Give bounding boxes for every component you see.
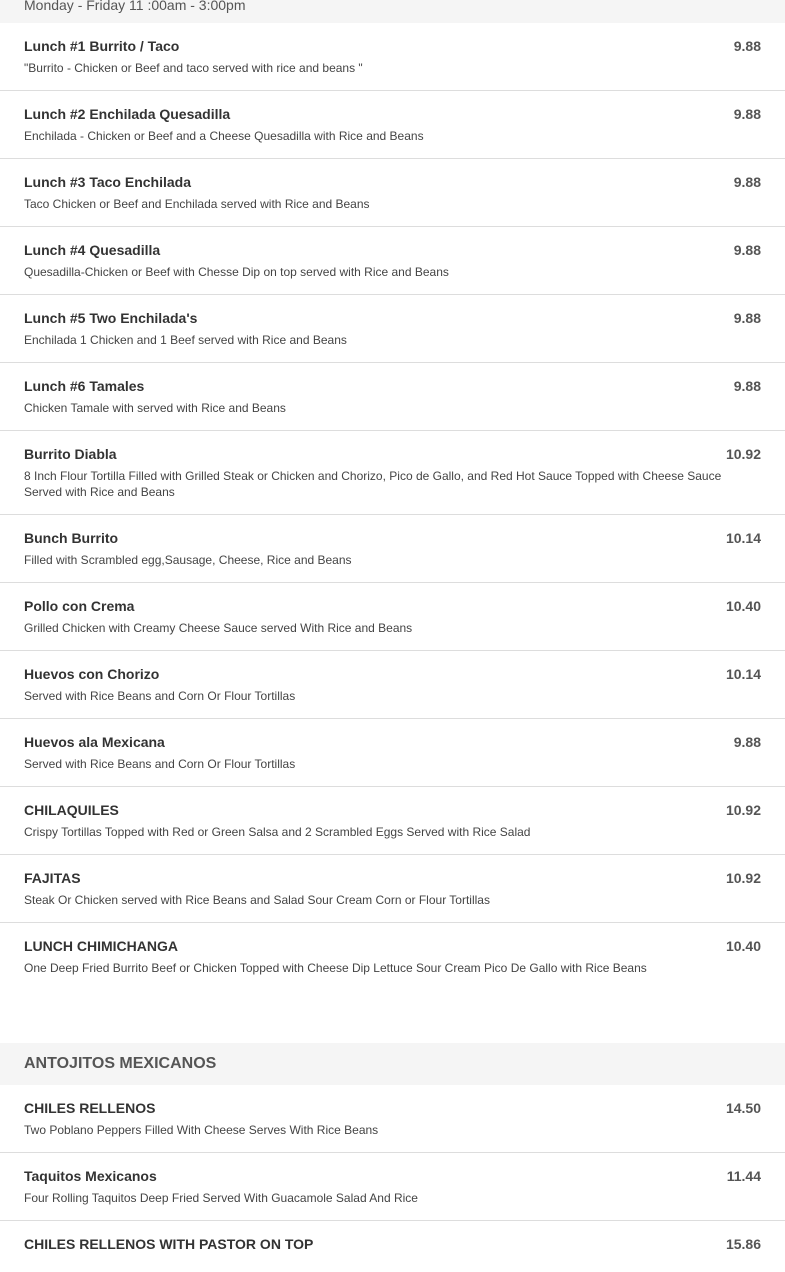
menu-item-price: 10.40 [725, 598, 761, 614]
menu-item-name: CHILES RELLENOS WITH PASTOR ON TOP [24, 1236, 314, 1252]
menu-item-name: Bunch Burrito [24, 530, 119, 546]
menu-item-price: 9.88 [733, 734, 761, 750]
menu-item[interactable] [0, 159, 785, 227]
menu-item-name: Huevos con Chorizo [24, 666, 160, 682]
menu-item[interactable] [0, 855, 785, 923]
menu-item-name: Huevos ala Mexicana [24, 734, 165, 750]
menu-item-description: Quesadilla-Chicken or Beef with Chesse Dip on top served with Rice and Beans [24, 265, 449, 279]
menu-item-description: Taco Chicken or Beef and Enchilada served with Rice and Beans [24, 197, 370, 211]
menu-item-price: 10.14 [725, 666, 761, 682]
menu-item-description: Four Rolling Taquitos Deep Fried Served With Guacamole Salad And Rice [24, 1191, 418, 1205]
menu-item-name: Lunch #6 Tamales [24, 378, 145, 394]
menu-item-price: 10.40 [725, 938, 761, 954]
menu-item[interactable] [0, 1221, 785, 1272]
menu-item-price: 14.50 [725, 1100, 761, 1116]
menu-item-description: Served with Rice Beans and Corn Or Flour Tortillas [24, 757, 296, 771]
menu-item[interactable] [0, 583, 785, 651]
menu-item-price: 10.92 [725, 802, 761, 818]
menu-item-description: Chicken Tamale with served with Rice and Beans [24, 401, 286, 415]
section-title: ANTOJITOS MEXICANOS [0, 1043, 785, 1085]
menu-item-name: CHILES RELLENOS [24, 1100, 156, 1116]
menu-item[interactable] [0, 91, 785, 159]
menu-item-description: Two Poblano Peppers Filled With Cheese Serves With Rice Beans [24, 1123, 379, 1137]
menu-item[interactable] [0, 431, 785, 515]
menu-item-price: 9.88 [733, 310, 761, 326]
lunch-items-list [0, 23, 785, 990]
menu-item-name: Lunch #2 Enchilada Quesadilla [24, 106, 231, 122]
menu-item[interactable] [0, 651, 785, 719]
menu-item-description: Served with Rice Beans and Corn Or Flour Tortillas [24, 689, 296, 703]
lunch-hours-header [0, 0, 785, 23]
menu-item[interactable] [0, 295, 785, 363]
menu-item-price: 11.44 [726, 1168, 761, 1184]
menu-item[interactable] [0, 787, 785, 855]
menu-item-description: One Deep Fried Burrito Beef or Chicken Topped with Cheese Dip Lettuce Sour Cream Pico De Gallo with Rice Beans [24, 961, 647, 975]
menu-item[interactable] [0, 23, 785, 91]
menu-item-price: 9.88 [733, 174, 761, 190]
section-spacer [0, 990, 785, 1043]
menu-item-description: Enchilada 1 Chicken and 1 Beef served with Rice and Beans [24, 333, 347, 347]
menu-item[interactable] [0, 1153, 785, 1221]
menu-item-price: 15.86 [725, 1236, 761, 1252]
menu-item-price: 10.92 [725, 870, 761, 886]
menu-item-description: "Burrito - Chicken or Beef and taco served with rice and beans " [24, 61, 363, 75]
menu-item-description: Crispy Tortillas Topped with Red or Green Salsa and 2 Scrambled Eggs Served with Rice Salad [24, 825, 531, 839]
menu-item-name: Pollo con Crema [24, 598, 135, 614]
menu-item-description: Grilled Chicken with Creamy Cheese Sauce served With Rice and Beans [24, 621, 413, 635]
menu-item-name: FAJITAS [24, 870, 81, 886]
menu-item-price: 10.14 [725, 530, 761, 546]
menu-item-price: 9.88 [733, 38, 761, 54]
menu-item-price: 9.88 [733, 378, 761, 394]
menu-item-name: Lunch #4 Quesadilla [24, 242, 161, 258]
menu-item[interactable] [0, 1085, 785, 1153]
menu-item-price: 10.92 [725, 446, 761, 462]
menu-item-price: 9.88 [733, 106, 761, 122]
menu-item-name: Lunch #1 Burrito / Taco [24, 38, 180, 54]
menu-item[interactable] [0, 719, 785, 787]
lunch-hours-text: Monday - Friday 11 :00am - 3:00pm [24, 0, 246, 13]
menu-item[interactable] [0, 363, 785, 431]
menu-item-description: 8 Inch Flour Tortilla Filled with Grilled Steak or Chicken and Chorizo, Pico de Gallo, and Red Hot Sauce Topped with Cheese Sauce Served with Rice and Beans [24, 469, 722, 499]
antojitos-items-list [0, 1085, 785, 1272]
menu-item-price: 9.88 [733, 242, 761, 258]
menu-item[interactable] [0, 923, 785, 990]
menu-item-name: Lunch #5 Two Enchilada's [24, 310, 198, 326]
menu-item-name: Taquitos Mexicanos [24, 1168, 157, 1184]
menu-item-description: Filled with Scrambled egg,Sausage, Cheese, Rice and Beans [24, 553, 352, 567]
menu-item-name: Lunch #3 Taco Enchilada [24, 174, 192, 190]
menu-item-name: Burrito Diabla [24, 446, 117, 462]
menu-item-name: CHILAQUILES [24, 802, 119, 818]
menu-item[interactable] [0, 515, 785, 583]
menu-item-description: Enchilada - Chicken or Beef and a Cheese Quesadilla with Rice and Beans [24, 129, 424, 143]
menu-item[interactable] [0, 227, 785, 295]
menu-item-description: Steak Or Chicken served with Rice Beans and Salad Sour Cream Corn or Flour Tortillas [24, 893, 490, 907]
menu-item-name: LUNCH CHIMICHANGA [24, 938, 178, 954]
